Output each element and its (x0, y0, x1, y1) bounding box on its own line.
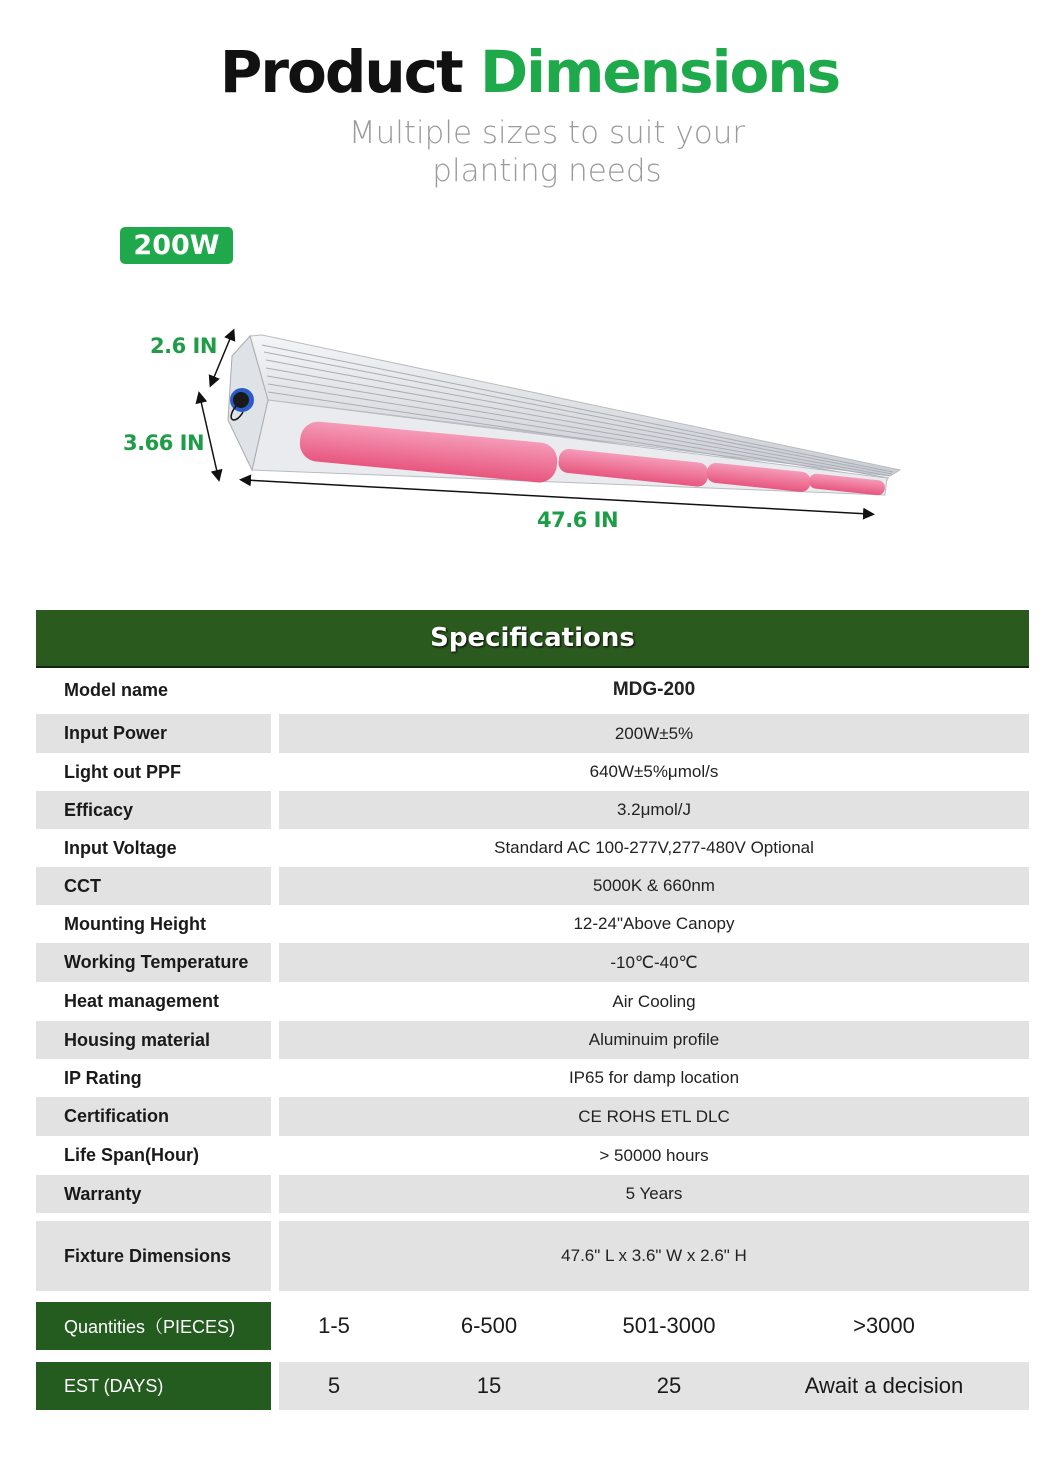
title-dimensions: Dimensions (479, 38, 840, 106)
table-row (36, 982, 1029, 1021)
wattage-badge: 200W (120, 227, 233, 264)
subtitle (0, 114, 1059, 190)
table-row (36, 943, 1029, 982)
table-row (36, 905, 1029, 943)
spec-value: > 50000 hours (599, 1145, 709, 1165)
quantity-cell: 501-3000 (622, 1313, 716, 1338)
spec-label: Fixture Dimensions (36, 1221, 271, 1291)
title-product: Product (219, 38, 462, 106)
spec-label: Housing material (36, 1021, 271, 1059)
table-row (36, 1021, 1029, 1059)
table-row (36, 753, 1029, 791)
spec-value: 640W±5%μmol/s (589, 762, 719, 781)
table-row (36, 670, 1029, 710)
spec-value: Standard AC 100-277V,277-480V Optional (494, 838, 814, 857)
est-days-row (36, 1362, 1029, 1410)
page-title (0, 38, 1059, 106)
table-row (36, 1136, 1029, 1175)
spec-value: IP65 for damp location (568, 1068, 740, 1087)
spec-value: -10℃-40℃ (279, 943, 1029, 982)
spec-value: 12-24"Above Canopy (573, 914, 735, 933)
spec-label: Working Temperature (36, 943, 271, 982)
subtitle-line-1: Multiple sizes to suit your (348, 115, 746, 151)
spec-label: Input Power (36, 714, 271, 753)
spec-value: MDG-200 (612, 679, 696, 700)
spec-value: CE ROHS ETL DLC (279, 1097, 1029, 1136)
grow-light-fixture-image (190, 320, 910, 530)
est-days-cell: 25 (656, 1373, 682, 1398)
spec-label: IP Rating (64, 1067, 142, 1088)
table-row (36, 829, 1029, 867)
spec-value: Aluminuim profile (279, 1021, 1029, 1059)
quantities-cells (279, 1302, 1029, 1350)
table-row (36, 867, 1029, 905)
width-dimension-label: 3.66 IN (123, 431, 205, 455)
spec-label: Efficacy (36, 791, 271, 829)
table-row (36, 1097, 1029, 1136)
est-days-cells (279, 1362, 1029, 1410)
quantities-header: Quantities（PIECES) (36, 1302, 271, 1350)
quantity-cell: >3000 (853, 1313, 915, 1338)
length-dimension-label: 47.6 IN (537, 508, 619, 532)
spec-value: 3.2μmol/J (279, 791, 1029, 829)
spec-value: 5 Years (279, 1175, 1029, 1213)
spec-label: Input Voltage (64, 837, 177, 858)
est-days-cell: 5 (327, 1373, 341, 1398)
est-days-header: EST (DAYS) (36, 1362, 271, 1410)
table-row (36, 1175, 1029, 1213)
spec-label: Warranty (36, 1175, 271, 1213)
spec-value: 200W±5% (279, 714, 1029, 753)
spec-label: Heat management (64, 991, 220, 1011)
quantity-cell: 6-500 (460, 1313, 518, 1338)
quantities-row (36, 1302, 1029, 1350)
est-days-cell: Await a decision (804, 1373, 964, 1398)
table-row (36, 791, 1029, 829)
spec-label: Model name (64, 679, 169, 700)
specifications-header: Specifications (36, 610, 1029, 668)
spec-label: Light out PPF (64, 761, 181, 782)
spec-value: Air Cooling (612, 991, 696, 1011)
spec-label: Life Span(Hour) (64, 1145, 199, 1165)
spec-value: 47.6" L x 3.6" W x 2.6" H (279, 1221, 1029, 1291)
height-dimension-label: 2.6 IN (150, 334, 217, 358)
est-days-cell: 15 (476, 1373, 502, 1398)
table-row (36, 1059, 1029, 1097)
spec-label: Mounting Height (64, 913, 206, 934)
subtitle-line-2: planting needs (432, 153, 662, 189)
spec-label: CCT (36, 867, 271, 905)
spec-label: Certification (36, 1097, 271, 1136)
table-row (36, 714, 1029, 753)
table-row (36, 1221, 1029, 1291)
spec-value: 5000K & 660nm (279, 867, 1029, 905)
quantity-cell: 1-5 (318, 1313, 350, 1338)
